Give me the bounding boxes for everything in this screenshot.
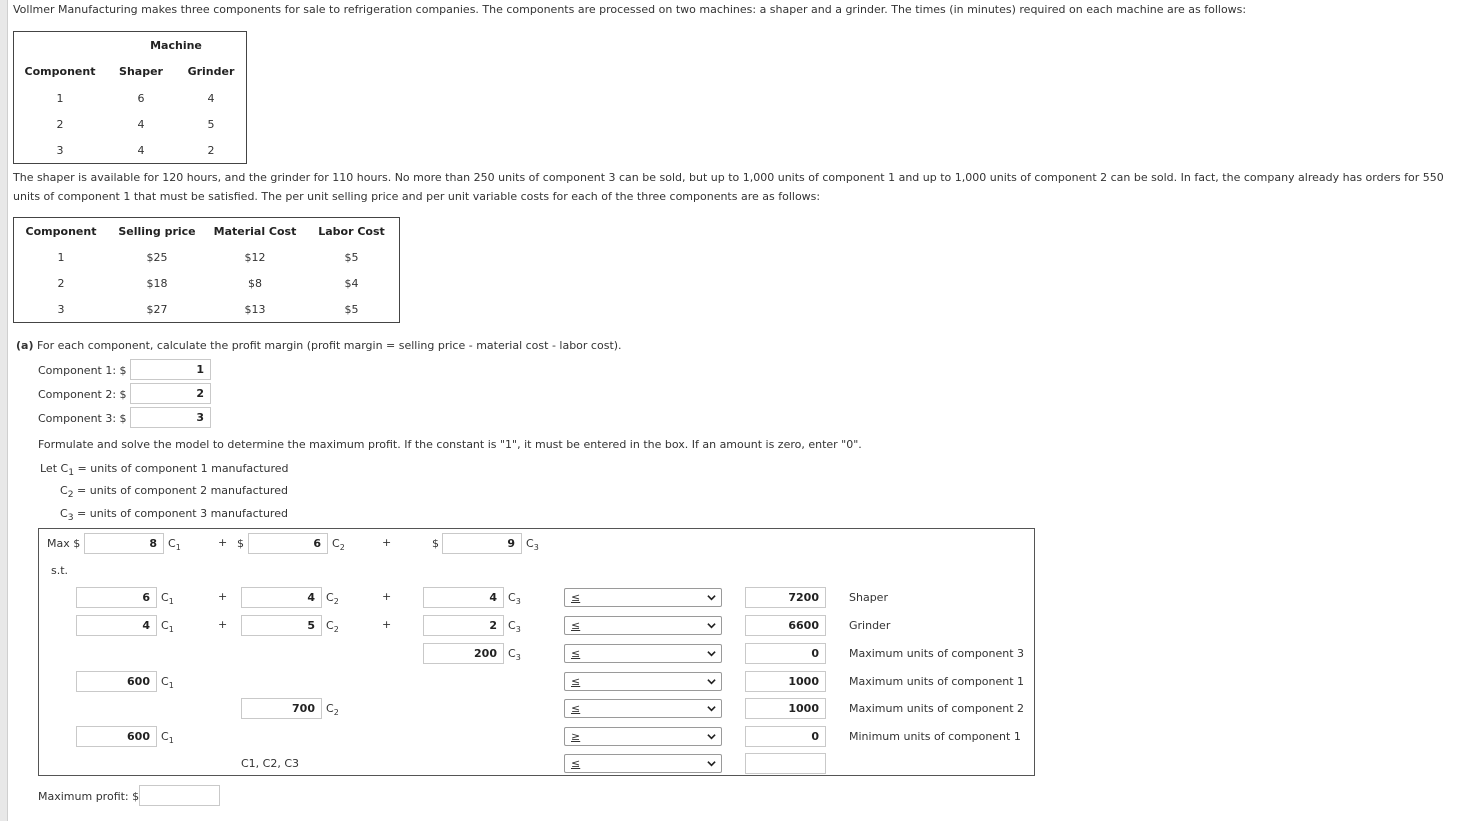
- constraint-operator-select[interactable]: [564, 754, 722, 773]
- operator-value: ≥: [571, 730, 581, 743]
- objective-c1-input[interactable]: 8: [84, 533, 164, 554]
- cell: 4: [137, 143, 145, 157]
- plus-sign: +: [218, 590, 228, 603]
- constraint-rhs-input[interactable]: 6600: [745, 615, 826, 636]
- chevron-down-icon: [707, 759, 716, 768]
- definition-c2: [60, 484, 288, 500]
- constraint-rhs-input[interactable]: [745, 753, 826, 774]
- formulate-instructions: Formulate and solve the model to determine the maximum profit. If the constant is "1", it must be entered in the box. If an amount is zero, enter "0".: [38, 438, 862, 451]
- constraint-var-c1: $C_1$: [161, 730, 174, 746]
- plus-sign: +: [382, 536, 392, 549]
- cell: $8: [248, 276, 262, 290]
- plus-sign: +: [218, 618, 228, 631]
- constraint-c1-input[interactable]: 600: [76, 726, 157, 747]
- chevron-down-icon: [707, 621, 716, 630]
- max-profit-input[interactable]: [139, 785, 220, 806]
- intro-text: Vollmer Manufacturing makes three components for sale to refrigeration companies. The components are processed on two machines: a shaper and a grinder. The times (in minutes) required on each machine are as follows:: [13, 3, 1247, 16]
- operator-value: ≤: [571, 619, 581, 632]
- objective-c2-input[interactable]: 6: [248, 533, 328, 554]
- col-grinder: Grinder: [187, 65, 235, 78]
- definition-c1: [40, 462, 288, 478]
- constraint-var-c3: $C_3$: [508, 591, 521, 607]
- constraint-rhs-input[interactable]: 0: [745, 726, 826, 747]
- constraint-label: Maximum units of component 3: [849, 647, 1025, 660]
- definition-c3: [60, 507, 288, 523]
- constraint-var-c2: $C_2$: [326, 702, 339, 718]
- constraint-var-c2: $C_2$: [326, 619, 339, 635]
- constraint-c2-input[interactable]: 5: [241, 615, 322, 636]
- machine-group-header: Machine: [150, 38, 202, 52]
- constraint-operator-select[interactable]: [564, 727, 722, 746]
- constraint-var-c1: $C_1$: [161, 591, 174, 607]
- cell: 3: [56, 143, 64, 157]
- constraint-operator-select[interactable]: [564, 588, 722, 607]
- constraint-operator-select[interactable]: [564, 616, 722, 635]
- operator-value: ≤: [571, 702, 581, 715]
- constraint-var-c1: $C_1$: [161, 675, 174, 691]
- component3-margin-input[interactable]: 3: [130, 407, 211, 428]
- constraint-c1-input[interactable]: 6: [76, 587, 157, 608]
- c2-definition: = units of component 2 manufactured: [77, 484, 288, 497]
- component1-margin-label: Component 1: $: [38, 364, 127, 377]
- part-a-label: (a): [16, 339, 34, 352]
- constraint-operator-select[interactable]: [564, 672, 722, 691]
- left-border: [0, 0, 8, 821]
- col-component: Component: [25, 224, 97, 238]
- cell: 4: [207, 91, 215, 105]
- constraint-operator-select[interactable]: [564, 644, 722, 663]
- operator-value: ≤: [571, 675, 581, 688]
- c3-definition: = units of component 3 manufactured: [77, 507, 288, 520]
- nonnegativity-vars: C1, C2, C3: [241, 757, 300, 770]
- max-label: Max $: [47, 537, 81, 550]
- operator-value: ≤: [571, 647, 581, 660]
- constraint-label: Maximum units of component 2: [849, 702, 1025, 715]
- constraint-c3-input[interactable]: 200: [423, 643, 504, 664]
- chevron-down-icon: [707, 677, 716, 686]
- cell: 2: [56, 117, 64, 131]
- cell: 1: [57, 250, 65, 264]
- constraint-rhs-input[interactable]: 7200: [745, 587, 826, 608]
- constraint-c3-input[interactable]: 2: [423, 615, 504, 636]
- cost-table: [13, 217, 400, 323]
- constraint-c1-input[interactable]: 4: [76, 615, 157, 636]
- constraint-c2-input[interactable]: 4: [241, 587, 322, 608]
- objective-c3-input[interactable]: 9: [442, 533, 522, 554]
- component2-margin-input[interactable]: 2: [130, 383, 211, 404]
- cell: 2: [207, 143, 215, 157]
- constraint-var-c1: $C_1$: [161, 619, 174, 635]
- objective-var-c1: $C_1$: [168, 537, 181, 553]
- col-shaper: Shaper: [119, 65, 163, 78]
- cell: $5: [344, 250, 359, 264]
- plus-sign: +: [218, 536, 228, 549]
- cell: $4: [344, 276, 359, 290]
- var-c1: $C_1$: [60, 462, 75, 479]
- dollar-sign: $: [432, 537, 439, 550]
- chevron-down-icon: [707, 593, 716, 602]
- plus-sign: +: [382, 618, 392, 631]
- col-material-cost: Material Cost: [213, 224, 297, 238]
- var-c2: $C_2$: [60, 484, 74, 501]
- part-a-text: For each component, calculate the profit margin (profit margin = selling price - material cost - labor cost).: [36, 339, 622, 352]
- machine-time-table: [13, 31, 247, 164]
- cell: 4: [137, 117, 145, 131]
- cell: $5: [344, 302, 359, 316]
- dollar-sign: $: [237, 537, 244, 550]
- cell: $18: [146, 276, 168, 290]
- objective-var-c3: $C_3$: [526, 537, 539, 553]
- cell: $25: [146, 250, 168, 264]
- plus-sign: +: [382, 590, 392, 603]
- col-component: Component: [24, 65, 96, 78]
- component2-margin-label: Component 2: $: [38, 388, 127, 401]
- objective-var-c2: $C_2$: [332, 537, 345, 553]
- constraint-rhs-input[interactable]: 1000: [745, 698, 826, 719]
- cell: $27: [146, 302, 168, 316]
- cell: 2: [57, 276, 65, 290]
- component3-margin-label: Component 3: $: [38, 412, 127, 425]
- operator-value: ≤: [571, 591, 581, 604]
- constraint-c3-input[interactable]: 4: [423, 587, 504, 608]
- constraint-rhs-input[interactable]: 0: [745, 643, 826, 664]
- cell: 5: [207, 117, 215, 131]
- st-label: s.t.: [51, 564, 69, 577]
- constraint-c1-input[interactable]: 600: [76, 671, 157, 692]
- part-a-question: [16, 339, 622, 352]
- constraint-operator-select[interactable]: [564, 699, 722, 718]
- constraint-label: Shaper: [849, 591, 888, 604]
- let-label: Let: [40, 462, 58, 475]
- constraint-label: Grinder: [849, 619, 891, 632]
- max-profit-label: Maximum profit: $: [38, 790, 140, 803]
- cell: 3: [57, 302, 65, 316]
- cell: $13: [244, 302, 266, 316]
- constraint-var-c3: $C_3$: [508, 647, 521, 663]
- constraint-rhs-input[interactable]: 1000: [745, 671, 826, 692]
- col-selling-price: Selling price: [118, 224, 196, 238]
- constraint-var-c2: $C_2$: [326, 591, 339, 607]
- var-c3: $C_3$: [60, 507, 74, 524]
- cell: $12: [244, 250, 266, 264]
- col-labor-cost: Labor Cost: [318, 224, 385, 238]
- constraints-paragraph: The shaper is available for 120 hours, and the grinder for 110 hours. No more than 250 units of component 3 can be sold, but up to 1,000 units of component 1 and up to 1,000 units of component 2 can be sold. In fact, the company already has orders for 550 units of component 1 that must be satisfied. The per unit selling price and per unit variable costs for each of the three components are as follows:: [13, 171, 1444, 203]
- chevron-down-icon: [707, 649, 716, 658]
- cell: 1: [56, 91, 64, 105]
- constraint-label: Maximum units of component 1: [849, 675, 1025, 688]
- constraint-var-c3: $C_3$: [508, 619, 521, 635]
- component1-margin-input[interactable]: 1: [130, 359, 211, 380]
- constraint-label: Minimum units of component 1: [849, 730, 1021, 743]
- chevron-down-icon: [707, 704, 716, 713]
- operator-value: ≤: [571, 757, 581, 770]
- c1-definition: = units of component 1 manufactured: [77, 462, 289, 475]
- cell: 6: [137, 91, 145, 105]
- chevron-down-icon: [707, 732, 716, 741]
- constraint-c2-input[interactable]: 700: [241, 698, 322, 719]
